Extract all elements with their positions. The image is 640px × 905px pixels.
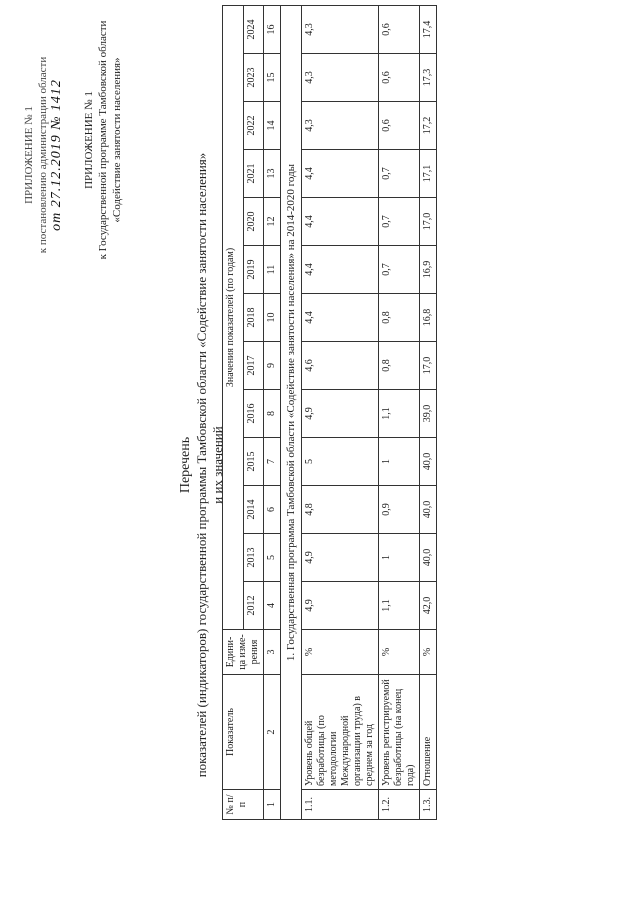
value-cell: 4,4 <box>302 246 379 294</box>
column-number: 5 <box>264 534 281 582</box>
column-number: 8 <box>264 390 281 438</box>
year-header: 2019 <box>243 246 264 294</box>
appendix-line2: «Содействие занятости населения» <box>111 57 123 223</box>
value-cell: 5 <box>302 438 379 486</box>
value-cell: 0,7 <box>379 198 420 246</box>
column-number: 12 <box>264 198 281 246</box>
header-name: Показатель <box>223 675 264 790</box>
value-cell: 40,0 <box>420 438 437 486</box>
value-cell: 0,7 <box>379 150 420 198</box>
year-header: 2014 <box>243 486 264 534</box>
header-num: № п/п <box>223 790 264 820</box>
approval-line: к постановлению администрации области <box>37 56 49 254</box>
appendix-line1: к Государственной программе Тамбовской области <box>97 20 109 260</box>
value-cell: 17,3 <box>420 54 437 102</box>
value-cell: 1,1 <box>379 582 420 630</box>
document-heading <box>178 85 226 845</box>
header-unit: Едини-ца изме-рения <box>223 630 264 675</box>
row-unit: % <box>302 630 379 675</box>
heading-line2: и их значений <box>210 426 225 504</box>
year-header: 2015 <box>243 438 264 486</box>
approval-title: ПРИЛОЖЕНИЕ № 1 <box>23 106 35 204</box>
value-cell: 0,8 <box>379 342 420 390</box>
value-cell: 0,6 <box>379 6 420 54</box>
value-cell: 17,0 <box>420 342 437 390</box>
column-number: 7 <box>264 438 281 486</box>
table-row <box>379 6 420 820</box>
appendix-title: ПРИЛОЖЕНИЕ № 1 <box>83 91 95 189</box>
value-cell: 17,0 <box>420 198 437 246</box>
year-header: 2023 <box>243 54 264 102</box>
column-number: 3 <box>264 630 281 675</box>
value-cell: 4,9 <box>302 390 379 438</box>
year-header: 2020 <box>243 198 264 246</box>
value-cell: 0,6 <box>379 54 420 102</box>
value-cell: 4,4 <box>302 150 379 198</box>
column-number: 6 <box>264 486 281 534</box>
heading-line1: показателей (индикаторов) государственной программы Тамбовской области «Содействие занятости населения» <box>194 152 209 778</box>
value-cell: 1 <box>379 438 420 486</box>
value-cell: 17,4 <box>420 6 437 54</box>
value-cell: 4,4 <box>302 198 379 246</box>
value-cell: 39,0 <box>420 390 437 438</box>
value-cell: 0,6 <box>379 102 420 150</box>
row-num: 1.3. <box>420 790 437 820</box>
year-header: 2016 <box>243 390 264 438</box>
value-cell: 42,0 <box>420 582 437 630</box>
column-number: 10 <box>264 294 281 342</box>
column-number: 11 <box>264 246 281 294</box>
value-cell: 4,3 <box>302 54 379 102</box>
row-name: Уровень общей безработицы (по методологии Международной организации труда) в среднем за год <box>302 675 379 790</box>
year-header: 2018 <box>243 294 264 342</box>
value-cell: 4,9 <box>302 534 379 582</box>
value-cell: 40,0 <box>420 534 437 582</box>
value-cell: 0,9 <box>379 486 420 534</box>
year-header: 2022 <box>243 102 264 150</box>
value-cell: 16,9 <box>420 246 437 294</box>
row-name: Уровень регистрируемой безработицы (на конец года) <box>379 675 420 790</box>
table-row <box>302 6 379 820</box>
section-title: 1. Государственная программа Тамбовской области «Содействие занятости населения» на 2014-2020 годы <box>281 6 302 820</box>
column-number: 2 <box>264 675 281 790</box>
value-cell: 40,0 <box>420 486 437 534</box>
value-cell: 4,4 <box>302 294 379 342</box>
table-row <box>420 6 437 820</box>
value-cell: 0,8 <box>379 294 420 342</box>
column-number: 14 <box>264 102 281 150</box>
appendix-header <box>82 15 124 265</box>
year-header: 2017 <box>243 342 264 390</box>
approval-signature: от 27.12.2019 № 1412 <box>49 79 64 231</box>
row-unit: % <box>420 630 437 675</box>
indicators-table <box>222 5 437 820</box>
value-cell: 4,3 <box>302 102 379 150</box>
year-header: 2013 <box>243 534 264 582</box>
year-header: 2012 <box>243 582 264 630</box>
approval-stamp <box>22 35 64 275</box>
value-cell: 1,1 <box>379 390 420 438</box>
value-cell: 4,3 <box>302 6 379 54</box>
column-number: 4 <box>264 582 281 630</box>
value-cell: 1 <box>379 534 420 582</box>
column-number: 16 <box>264 6 281 54</box>
value-cell: 16,8 <box>420 294 437 342</box>
heading-title: Перечень <box>178 436 193 494</box>
column-number: 9 <box>264 342 281 390</box>
column-number: 1 <box>264 790 281 820</box>
value-cell: 17,1 <box>420 150 437 198</box>
value-cell: 4,8 <box>302 486 379 534</box>
year-header: 2021 <box>243 150 264 198</box>
value-cell: 4,6 <box>302 342 379 390</box>
value-cell: 17,2 <box>420 102 437 150</box>
row-unit: % <box>379 630 420 675</box>
column-number: 13 <box>264 150 281 198</box>
row-name: Отношение <box>420 675 437 790</box>
header-values: Значения показателей (по годам) <box>223 6 244 630</box>
column-number: 15 <box>264 54 281 102</box>
year-header: 2024 <box>243 6 264 54</box>
row-num: 1.2. <box>379 790 420 820</box>
value-cell: 4,9 <box>302 582 379 630</box>
row-num: 1.1. <box>302 790 379 820</box>
value-cell: 0,7 <box>379 246 420 294</box>
